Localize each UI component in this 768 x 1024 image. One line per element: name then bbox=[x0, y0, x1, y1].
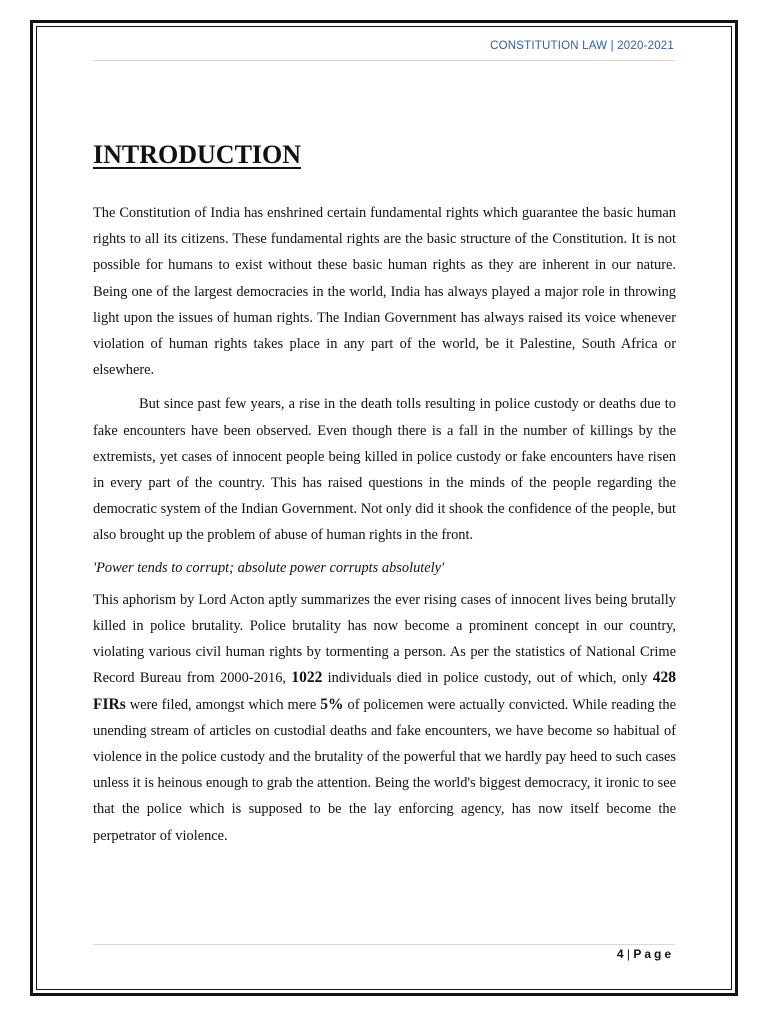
stats-text-3: were filed, amongst which mere bbox=[125, 696, 321, 713]
stat-deaths: 1022 bbox=[291, 669, 323, 687]
stats-text-2: individuals died in police custody, out of which, only bbox=[322, 670, 653, 687]
paragraph-intro: The Constitution of India has enshrined certain fundamental rights which guarantee the basic human rights to all its citizens. These fundamental rights are the basic structure of the Constitution. It is not possible for humans to exist without these basic human rights as they are inherent in our nature. Being one of the largest democracies in the world, India has always played a major role in throwing light upon the issues of human rights. The Indian Government has always raised its voice whenever violation of human rights takes place in any part of the world, be it Palestine, South Africa or elsewhere. bbox=[93, 205, 676, 379]
page-label: Page bbox=[633, 947, 674, 961]
document-body bbox=[93, 200, 676, 849]
paragraph-police-custody: But since past few years, a rise in the death tolls resulting in police custody or deaths due to fake encounters have been observed. Even though there is a fall in the number of killings by the extremists, yet cases of innocent people being killed in police custody or fake encounters have risen in every part of the country. This has raised questions in the minds of the people regarding the democratic system of the Indian Government. Not only did it shook the confidence of the people, but also brought up the problem of abuse of human rights in the front. bbox=[93, 396, 676, 544]
footer-rule bbox=[93, 944, 675, 945]
section-title: INTRODUCTION bbox=[93, 140, 302, 169]
stats-text-1: This aphorism by Lord Acton aptly summarizes the ever rising cases of innocent lives being brutally killed in police brutality. Police brutality has now become a prominent concept in our country, violating various civil human rights by tormenting a person. As per the statistics of National Crime Record Bureau from 2000-2016, bbox=[93, 591, 676, 687]
running-header: CONSTITUTION LAW | 2020-2021 bbox=[490, 40, 674, 52]
header-rule bbox=[93, 60, 675, 61]
page-footer bbox=[617, 947, 674, 961]
page-number: 4 bbox=[616, 947, 624, 961]
quote-lord-acton: 'Power tends to corrupt; absolute power corrupts absolutely' bbox=[93, 559, 445, 576]
footer-separator: | bbox=[626, 947, 630, 961]
stat-firs: 428 FIRs bbox=[93, 669, 676, 713]
stats-text-4: of policemen were actually convicted. While reading the unending stream of articles on custodial deaths and fake encounters, we have become so habitual of violence in the police custody and the brutality of the powerful that we hardly pay heed to such cases unless it is heinous enough to grab the attention. Being the world's biggest democracy, it ironic to see that the police which is supposed to be the lay enforcing agency, has now itself become the perpetrator of violence. bbox=[93, 696, 676, 844]
paragraph-statistics bbox=[93, 587, 676, 849]
stat-percent: 5% bbox=[320, 695, 344, 713]
